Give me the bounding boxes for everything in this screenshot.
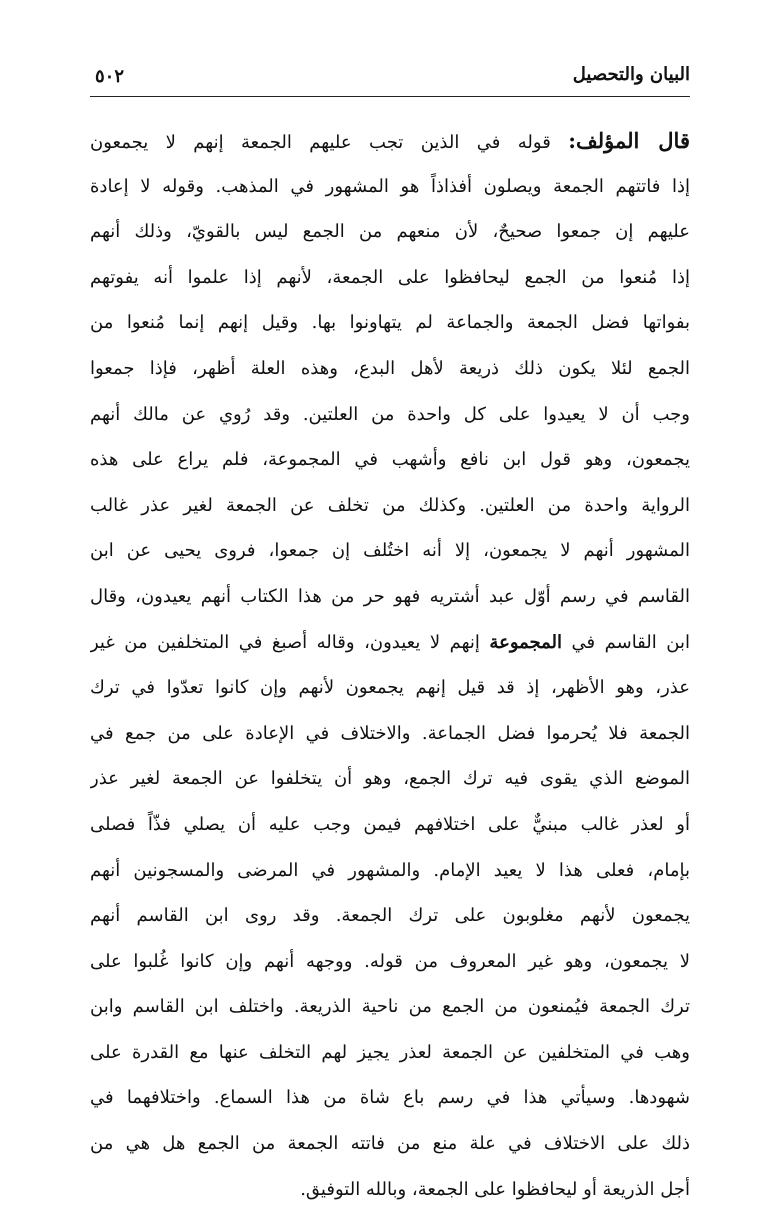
text-line: يجمعون، وهو قول ابن نافع وأشهب في المجموعة، فلم يراع على هذه [90, 449, 690, 471]
text-line: عليهم إن جمعوا صحيحٌ، لأن منعهم من الجمع ليس بالقويّ، وذلك أنهم [90, 221, 690, 243]
running-title: البيان والتحصيل [572, 64, 690, 85]
text-line: لا يجمعون، وهو غير المعروف من قوله. ووجهه أنهم وإن كانوا غُلبوا على [90, 950, 690, 972]
text-line: الجمعة فلا يُحرموا فضل الجماعة. والاختلاف في الإعادة على من جمع في [90, 722, 690, 744]
text-segment: إنهم لا يعيدون، وقاله أصبغ في المتخلفين من غير [90, 631, 490, 653]
body-text [90, 118, 690, 1212]
text-line: وجب أن لا يعيدوا على كل واحدة من العلتين. وقد رُوي عن مالك أنهم [90, 403, 690, 425]
text-line [90, 118, 690, 164]
page-header [90, 62, 690, 94]
text-line: الموضع الذي يقوى فيه ترك الجمع، وهو أن يتخلفوا عن الجمعة لغير عذر [90, 768, 690, 790]
text-line: القاسم في رسم أوّل عبد أشتريه فهو حر من هذا الكتاب أنهم يعيدون، وقال [90, 585, 690, 607]
text-line: أجل الذريعة أو ليحافظوا على الجمعة، وبالله التوفيق. [300, 1178, 690, 1200]
text-line: ترك الجمعة فيُمنعون من الجمع من ناحية الذريعة. واختلف ابن القاسم وابن [90, 996, 690, 1018]
text-line: الرواية واحدة من العلتين. وكذلك من تخلف عن الجمعة لغير عذر غالب [90, 494, 690, 516]
lead-heading: قال المؤلف: [568, 128, 690, 153]
page-number: ٥٠٢ [95, 66, 125, 87]
text-segment: ابن القاسم في [562, 631, 690, 653]
bold-term: المجموعة [489, 631, 563, 653]
text-line: ذلك على الاختلاف في علة منع من فاتته الجمعة من الجمع هل هي من [90, 1133, 690, 1155]
text-line [90, 620, 690, 666]
text-line: بإمام، فعلى هذا لا يعيد الإمام. والمشهور في المرضى والمسجونين أنهم [90, 859, 690, 881]
text-line: إذا مُنعوا من الجمع ليحافظوا على الجمعة، لأنهم إذا علموا أنه يفوتهم [90, 266, 690, 288]
header-rule [90, 96, 690, 97]
text-line: إذا فاتتهم الجمعة ويصلون أفذاذاً هو المشهور في المذهب. وقوله لا إعادة [90, 175, 690, 197]
text-line-content: قوله في الذين تجب عليهم الجمعة إنهم لا يجمعون [90, 132, 569, 153]
text-line: بفواتها فضل الجمعة والجماعة لم يتهاونوا بها. وقيل إنهم إنما مُنعوا من [90, 312, 690, 334]
text-line: أو لعذر غالب مبنيٌّ على اختلافهم فيمن وجب عليه أن يصلي فذّاً فصلى [90, 813, 690, 835]
text-line: المشهور أنهم لا يجمعون، إلا أنه اختُلف إن جمعوا، فروى يحيى عن ابن [90, 540, 690, 562]
text-line: يجمعون لأنهم مغلوبون على ترك الجمعة. وقد روى ابن القاسم أنهم [90, 905, 690, 927]
text-line: عذر، وهو الأظهر، إذ قد قيل إنهم يجمعون لأنهم وإن كانوا تعدّوا في ترك [90, 677, 690, 699]
text-line: شهودها. وسيأتي هذا في رسم باع شاة من هذا السماع. واختلافهما في [90, 1087, 690, 1109]
text-line: وهب في المتخلفين عن الجمعة لعذر يجيز لهم التخلف عنها مع القدرة على [90, 1041, 690, 1063]
text-line: الجمع لئلا يكون ذلك ذريعة لأهل البدع، وهذه العلة أظهر، فإذا جمعوا [90, 357, 690, 379]
